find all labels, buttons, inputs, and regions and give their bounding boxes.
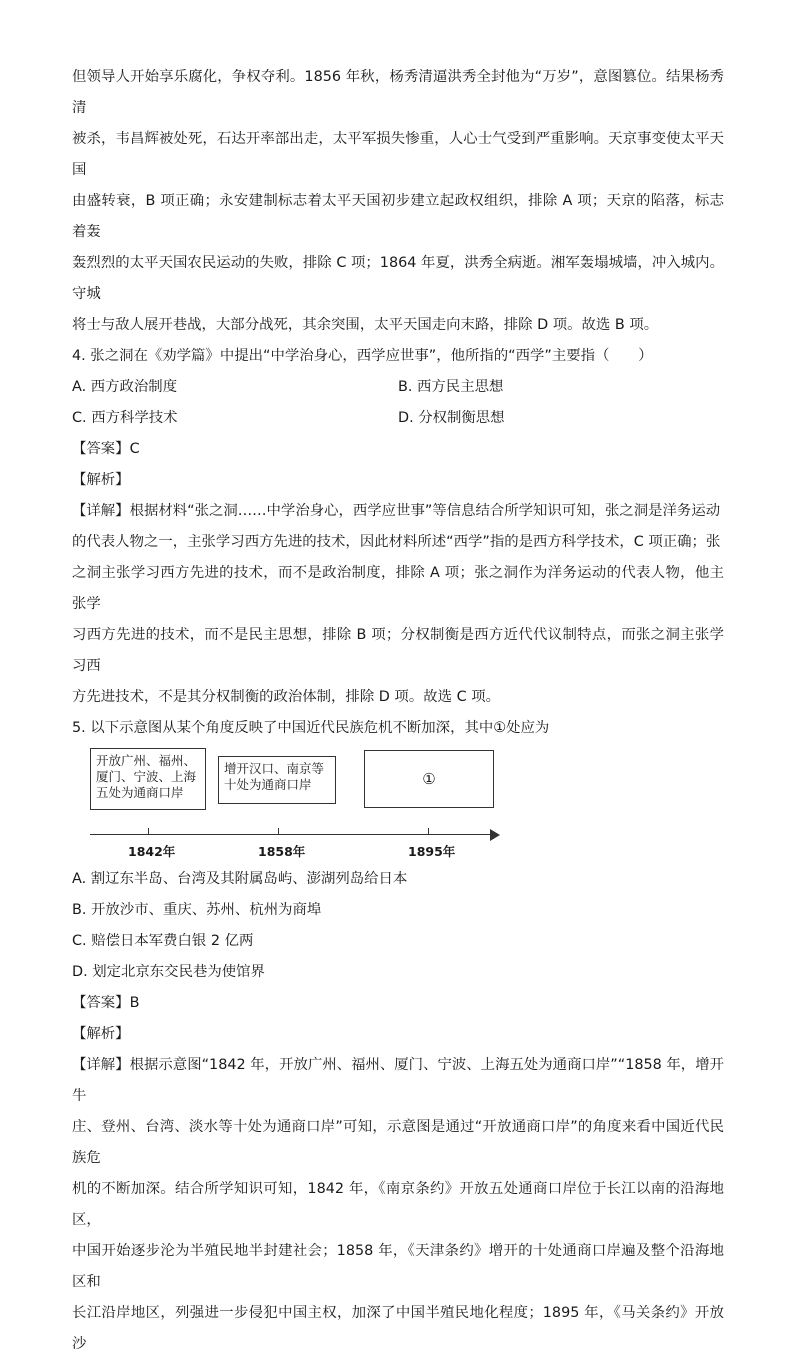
- timeline-axis: [90, 834, 490, 835]
- text-line: 机的不断加深。结合所学知识可知，1842 年，《南京条约》开放五处通商口岸位于长江以南的沿海地区，: [72, 1181, 724, 1228]
- box-line: 五处为通商口岸: [96, 785, 184, 800]
- option-c: C. 西方科学技术: [72, 410, 178, 426]
- box-line: 增开汉口、南京等: [224, 761, 325, 776]
- options-list: [72, 372, 724, 434]
- question-4: [72, 341, 724, 713]
- analysis-label: 【解析】: [72, 472, 130, 488]
- timeline-tick: [148, 828, 149, 834]
- q3-analysis-tail: [72, 62, 724, 341]
- text-line: 被杀，韦昌辉被处死，石达开率部出走，太平军损失惨重，人心士气受到严重影响。天京事变使太平天国: [72, 131, 724, 178]
- year-label-1858: 1858年: [258, 844, 306, 859]
- timeline-box-1858: [218, 756, 336, 804]
- answer-label: 【答案】B: [72, 995, 140, 1011]
- answer-label: 【答案】C: [72, 441, 140, 457]
- question-stem: 4. 张之洞在《劝学篇》中提出“中学治身心，西学应世事”，他所指的“西学”主要指（ ）: [72, 348, 653, 364]
- year-label-1842: 1842年: [128, 844, 176, 859]
- text-line: 轰烈烈的太平天国农民运动的失败，排除 C 项；1864 年夏，洪秀全病逝。湘军轰塌城墙，冲入城内。守城: [72, 255, 724, 302]
- text-line: 的代表人物之一，主张学习西方先进的技术，因此材料所述“西学”指的是西方科学技术，C 项正确；张: [72, 534, 721, 550]
- timeline-tick: [278, 828, 279, 834]
- box-line: 十处为通商口岸: [224, 777, 312, 792]
- option-a: A. 割辽东半岛、台湾及其附属岛屿、澎湖列岛给日本: [72, 871, 408, 887]
- option-c: C. 赔偿日本军费白银 2 亿两: [72, 933, 254, 949]
- option-a: A. 西方政治制度: [72, 379, 178, 395]
- timeline-box-1895: ①: [364, 750, 494, 808]
- option-d: D. 分权制衡思想: [398, 410, 505, 426]
- box-line: 厦门、宁波、上海: [96, 769, 197, 784]
- question-5: [72, 713, 724, 1360]
- text-line: 【详解】根据材料“张之洞……中学治身心，西学应世事”等信息结合所学知识可知，张之洞是洋务运动: [72, 503, 721, 519]
- text-line: 庄、登州、台湾、淡水等十处为通商口岸”可知，示意图是通过“开放通商口岸”的角度来看中国近代民族危: [72, 1119, 724, 1166]
- text-line: 由盛转衰，B 项正确；永安建制标志着太平天国初步建立起政权组织，排除 A 项；天京的陷落，标志着轰: [72, 193, 724, 240]
- text-line: 长江沿岸地区，列强进一步侵犯中国主权，加深了中国半殖民地化程度；1895 年，《马关条约》开放沙: [72, 1305, 724, 1352]
- text-line: 习西方先进的技术，而不是民主思想，排除 B 项；分权制衡是西方近代代议制特点，而张之洞主张学习西: [72, 627, 724, 674]
- text-line: 中国开始逐步沦为半殖民地半封建社会；1858 年，《天津条约》增开的十处通商口岸遍及整个沿海地区和: [72, 1243, 724, 1290]
- option-d: D. 划定北京东交民巷为使馆界: [72, 964, 265, 980]
- text-line: 但领导人开始享乐腐化，争权夺利。1856 年秋，杨秀清逼洪秀全封他为“万岁”，意图篡位。结果杨秀清: [72, 69, 724, 116]
- timeline-tick: [428, 828, 429, 834]
- timeline-diagram: [90, 748, 520, 864]
- arrow-right-icon: [490, 829, 500, 841]
- text-line: 之洞主张学习西方先进的技术，而不是政治制度，排除 A 项；张之洞作为洋务运动的代表人物，他主张学: [72, 565, 724, 612]
- page-content: [72, 62, 724, 1360]
- box-line: 开放广州、福州、: [96, 753, 197, 768]
- timeline-box-1842: [90, 748, 206, 810]
- question-stem: 5. 以下示意图从某个角度反映了中国近代民族危机不断加深，其中①处应为: [72, 720, 550, 736]
- analysis-label: 【解析】: [72, 1026, 130, 1042]
- option-b: B. 西方民主思想: [398, 379, 504, 395]
- year-label-1895: 1895年: [408, 844, 456, 859]
- text-line: 将士与敌人展开巷战，大部分战死，其余突围，太平天国走向末路，排除 D 项。故选 B 项。: [72, 317, 659, 333]
- text-line: 方先进技术，不是其分权制衡的政治体制，排除 D 项。故选 C 项。: [72, 689, 500, 705]
- text-line: 【详解】根据示意图“1842 年，开放广州、福州、厦门、宁波、上海五处为通商口岸”“1858 年，增开牛: [72, 1057, 724, 1104]
- option-b: B. 开放沙市、重庆、苏州、杭州为商埠: [72, 902, 322, 918]
